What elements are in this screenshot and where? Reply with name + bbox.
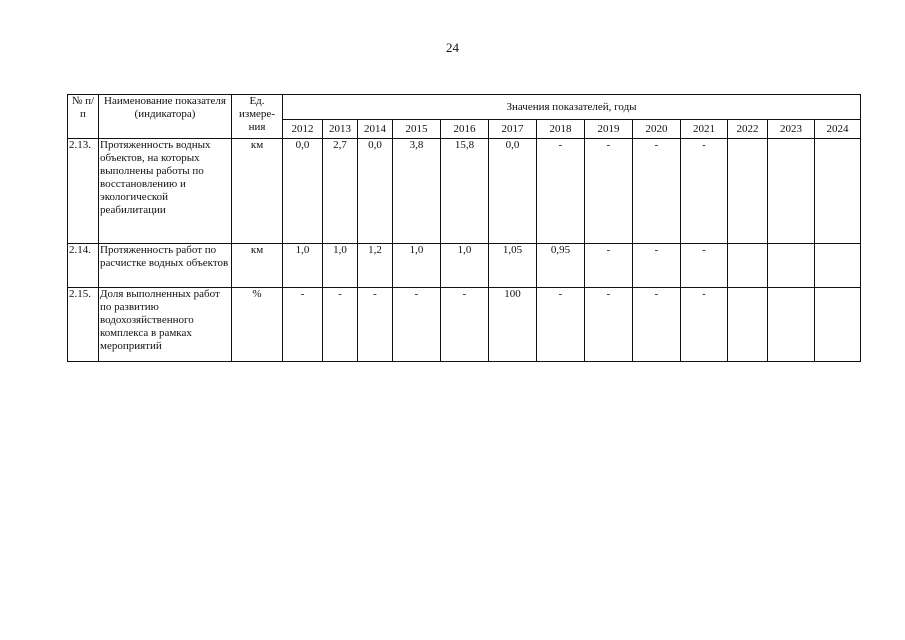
value-cell: [728, 288, 768, 362]
header-year: 2013: [323, 120, 358, 139]
header-year: 2024: [815, 120, 861, 139]
value-cell: -: [681, 288, 728, 362]
indicator-name: Протяженность работ по расчистке водных объектов: [99, 244, 232, 288]
header-year: 2019: [585, 120, 633, 139]
header-year: 2016: [441, 120, 489, 139]
value-cell: -: [283, 288, 323, 362]
page-number: 24: [446, 40, 459, 55]
value-cell: 100: [489, 288, 537, 362]
value-cell: [728, 244, 768, 288]
value-cell: 15,8: [441, 139, 489, 244]
header-name: Наименование показателя (индикатора): [99, 95, 232, 139]
value-cell: 3,8: [393, 139, 441, 244]
header-year: 2023: [768, 120, 815, 139]
table-row: [68, 139, 861, 244]
value-cell: -: [633, 139, 681, 244]
header-num: № п/п: [68, 95, 99, 139]
value-cell: -: [585, 244, 633, 288]
header-year: 2022: [728, 120, 768, 139]
value-cell: -: [585, 139, 633, 244]
unit-cell: км: [232, 244, 283, 288]
indicator-name: Доля выполненных работ по развитию водохозяйственного комплекса в рамках мероприятий: [99, 288, 232, 362]
value-cell: -: [585, 288, 633, 362]
value-cell: -: [633, 244, 681, 288]
value-cell: 1,0: [441, 244, 489, 288]
value-cell: -: [537, 139, 585, 244]
value-cell: 0,0: [283, 139, 323, 244]
value-cell: -: [681, 244, 728, 288]
header-unit: Ед. измере-ния: [232, 95, 283, 139]
value-cell: 1,05: [489, 244, 537, 288]
table-row: [68, 288, 861, 362]
unit-cell: %: [232, 288, 283, 362]
value-cell: 1,0: [393, 244, 441, 288]
value-cell: -: [681, 139, 728, 244]
value-cell: [815, 139, 861, 244]
value-cell: [768, 288, 815, 362]
value-cell: -: [393, 288, 441, 362]
row-number: 2.14.: [68, 244, 99, 288]
header-year: 2018: [537, 120, 585, 139]
value-cell: [768, 139, 815, 244]
header-year: 2012: [283, 120, 323, 139]
header-year: 2021: [681, 120, 728, 139]
value-cell: [815, 288, 861, 362]
value-cell: [768, 244, 815, 288]
table-row: [68, 244, 861, 288]
value-cell: 1,2: [358, 244, 393, 288]
header-year: 2015: [393, 120, 441, 139]
value-cell: -: [323, 288, 358, 362]
value-cell: -: [633, 288, 681, 362]
value-cell: 1,0: [323, 244, 358, 288]
indicators-table: [67, 94, 861, 362]
row-number: 2.13.: [68, 139, 99, 244]
row-number: 2.15.: [68, 288, 99, 362]
value-cell: 0,0: [489, 139, 537, 244]
value-cell: -: [358, 288, 393, 362]
value-cell: 1,0: [283, 244, 323, 288]
header-year: 2014: [358, 120, 393, 139]
header-year: 2017: [489, 120, 537, 139]
value-cell: -: [441, 288, 489, 362]
value-cell: 0,0: [358, 139, 393, 244]
value-cell: 0,95: [537, 244, 585, 288]
value-cell: [728, 139, 768, 244]
value-cell: 2,7: [323, 139, 358, 244]
header-values-group: Значения показателей, годы: [283, 95, 861, 120]
value-cell: [815, 244, 861, 288]
indicator-name: Протяженность водных объектов, на которых выполнены работы по восстановлению и экологической реабилитации: [99, 139, 232, 244]
header-year: 2020: [633, 120, 681, 139]
value-cell: -: [537, 288, 585, 362]
unit-cell: км: [232, 139, 283, 244]
